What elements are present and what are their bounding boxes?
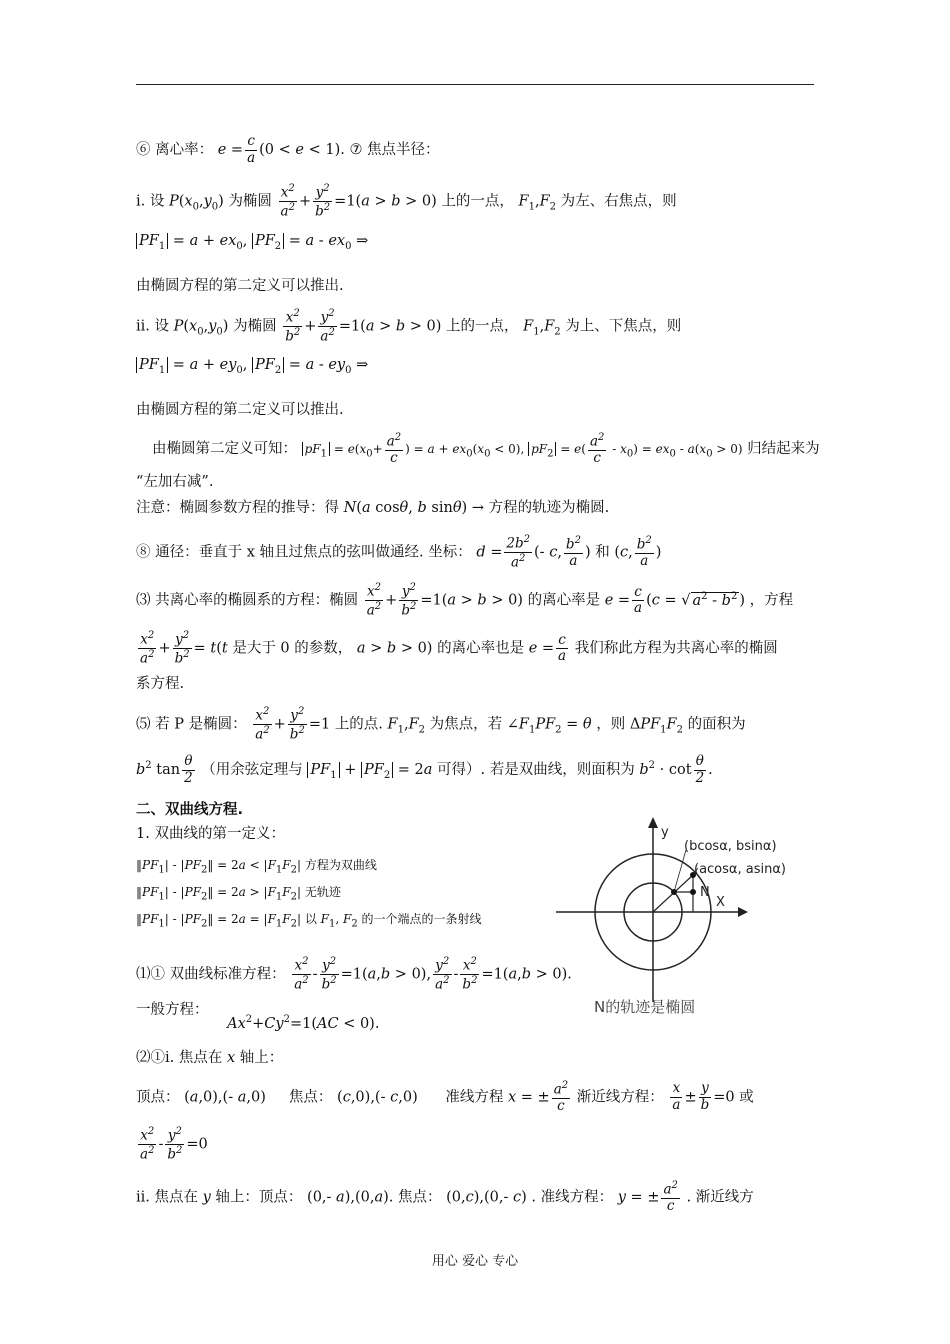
vertex-focus-line: 顶点： (a,0),(- a,0) 焦点： (c,0),(- c,0) 准线方程 x = ± $\frac{a^2}{c}$ 渐近线方程： $\frac{x}{a}$ ± $\frac{y}{b}$ =0 或 [136, 1080, 754, 1115]
text: 为左、右焦点，则 [560, 193, 677, 210]
text-line [136, 402, 344, 419]
point-label-b: (bcosα, bsinα) [684, 839, 777, 854]
text: 的离心率也是 [437, 640, 525, 657]
y-axis-arrow-icon [648, 817, 658, 828]
text: 由椭圆方程的第二定义可以推出. [136, 402, 344, 418]
text: 无轨迹 [304, 885, 341, 899]
text: 注意：椭圆参数方程的推导：得 [136, 500, 339, 516]
text: 由椭圆方程的第二定义可以推出. [136, 278, 344, 294]
text: 上的一点， [446, 318, 519, 335]
parametric-note: 注意：椭圆参数方程的推导：得 N(a cosθ, b sinθ) → 方程的轨迹为椭圆. [136, 500, 610, 516]
text: 上的一点， [441, 193, 514, 210]
text: ⑧ 通径：垂直于 x 轴且过焦点的弦叫做通经. 坐标： [136, 544, 472, 561]
latus-rectum-line: ⑧ 通径：垂直于 x 轴且过焦点的弦叫做通经. 坐标： d = $\frac{2b^2}{a^2}$ (- c, $\frac{b^2}{a}$ ) 和 (c, $\frac{b^2}{a}$ ) [136, 534, 662, 571]
point-label-a: (acosα, asinα) [694, 862, 786, 877]
text: 的一个端点的一条射线 [361, 912, 482, 926]
text: ⑦ 焦点半径： [349, 142, 440, 159]
text: . 渐近线方 [686, 1189, 754, 1206]
text: 为椭圆 [233, 318, 277, 335]
text: 为椭圆 [228, 193, 272, 210]
hyperbola-general-eq: 一般方程： $Ax^2+Cy^2=1(AC < 0)$. [136, 1001, 380, 1032]
text: 方程为双曲线 [304, 858, 377, 872]
focal-triangle-line: ⑸ 若 P 是椭圆： $\frac{x^2}{a^2}$ + $\frac{y^2}{b^2}$ =1 上的点. $F_1,F_2$ 为焦点，若 $\angle F_1PF_2 = \theta$ ，则 $\Delta PF_1F_2$ 的面积为 [136, 706, 746, 743]
text: 为上、下焦点，则 [565, 318, 682, 335]
text: 焦点： [398, 1189, 442, 1206]
text: 1. 双曲线的第一定义： [136, 826, 285, 842]
text: 轴上：顶点： [215, 1189, 303, 1206]
text: i. 设 [136, 193, 165, 210]
text: ，则 [596, 716, 626, 733]
text: 和 [595, 544, 610, 561]
eccentricity-line: ⑥ 离心率： e = $\frac{c}{a}$ (0 < e < 1). ⑦ 焦点半径： [136, 133, 440, 166]
point-n [690, 889, 696, 895]
text-line [136, 278, 344, 295]
text: 准线方程 [445, 1089, 504, 1106]
text: ii. 焦点在 [136, 1189, 198, 1206]
ellipse-parametric-figure [548, 814, 818, 1024]
text: 二、双曲线方程. [136, 802, 244, 818]
text: 一般方程： [136, 1001, 209, 1018]
n-label: N [700, 885, 710, 900]
hyperbola-standard-eq: ⑴① 双曲线标准方程： $\frac{x^2}{a^2}$ - $\frac{y^2}{b^2}$ =1(a,b > 0), $\frac{y^2}{a^2}$ - $\frac{x^2}{b^2}$ =1(a,b > 0). [136, 956, 572, 993]
text: 系方程. [136, 676, 185, 692]
text: 我们称此方程为共离心率的椭圆 [574, 640, 778, 657]
text: ⑴① 双曲线标准方程： [136, 966, 286, 983]
same-eccentricity-line: ⑶ 共离心率的椭圆系的方程：椭圆 $\frac{x^2}{a^2}$ + $\frac{y^2}{b^2}$ =1(a > b > 0) 的离心率是 e = $\frac{c}{a}$ (c = √ $a^2 - b^2$ ) ，方程 [136, 582, 794, 619]
section-heading [136, 802, 243, 819]
hyperbola-def-1: $‖PF_1|$ - $|PF_2‖ = 2a < |F_1F_2|$ 方程为双曲线 [136, 858, 377, 876]
focal-radius-i: i. 设 $P(x_0,y_0)$ 为椭圆 $\frac{x^2}{a^2}$ + $\frac{y^2}{b^2}$ =1(a > b > 0) 上的一点， $F_1,F_2$ 为左、右焦点，则 [136, 183, 677, 220]
focus-x-axis: ⑵①i. 焦点在 x 轴上： [136, 1050, 284, 1066]
area-formula-line: $b^2$ tan $\frac{\theta}{2}$ （用余弦定理与 $PF_1 + PF_2 = 2a$ 可得）. 若是双曲线，则面积为 $b^2 \cdot \cot$ $\frac{\theta}{2}$ . [136, 753, 713, 786]
text: “左加右减”. [136, 474, 214, 490]
text: 焦点： [288, 1089, 333, 1106]
second-definition-line: 由椭圆第二定义可知： $pF_1 = e(x_0+$ $\frac{a^2}{c}$ ) = $a + ex_0(x_0 < 0)$, $pF_2 = e$( $\frac{a^2}{c}$ - $x_0) = ex_0 - a(x_0 > 0)$ 归结起来为 [152, 432, 820, 467]
text: 为焦点，若 [429, 716, 503, 733]
text: 的离心率是 [527, 592, 601, 609]
focal-radius-ii: ii. 设 $P(x_0,y_0)$ 为椭圆 $\frac{x^2}{b^2}$ + $\frac{y^2}{a^2}$ =1(a > b > 0) 上的一点， $F_1,F_2$ 为上、下焦点，则 [136, 308, 682, 345]
text: 或 [739, 1089, 754, 1106]
text: 以 [304, 912, 317, 926]
text: . 准线方程： [531, 1189, 614, 1206]
same-eccentricity-line-2: $\frac{x^2}{a^2}$ + $\frac{y^2}{b^2}$ = t(t 是大于 0 的参数， a > b > 0) 的离心率也是 e = $\frac{c}{a}$ 我们称此方程为共离心率的椭圆 [140, 630, 778, 667]
text-line [136, 826, 285, 843]
focus-y-axis-line: ii. 焦点在 y 轴上：顶点： (0,- a),(0,a). 焦点： (0,c),(0,- c) . 准线方程： y = ± $\frac{a^2}{c}$ . 渐近线方 [136, 1180, 754, 1215]
text: ⑥ 离心率： [136, 142, 214, 159]
text: ii. 设 [136, 318, 169, 335]
text: 方程的轨迹为椭圆. [488, 500, 610, 516]
page-footer: 用心 爱心 专心 [431, 1254, 519, 1269]
formula-pf-x: $PF_1 = a + ex_0$, $PF_2 = a - ex_0$ ⇒ [136, 233, 368, 253]
header-rule [136, 84, 814, 85]
text-line [136, 474, 213, 491]
leader-line-1 [674, 850, 686, 892]
x-axis-arrow-icon [738, 907, 748, 917]
hyperbola-def-3: $‖PF_1|$ - $|PF_2‖ = 2a = |F_1F_2|$ 以 $F_1$, $F_2$ 的一个端点的一条射线 [136, 912, 482, 930]
text: （用余弦定理与 [201, 762, 303, 779]
x-label: X [716, 895, 725, 910]
text: 是大于 0 的参数， [232, 640, 353, 657]
text-line [136, 676, 184, 693]
asymptote-eq: $\frac{x^2}{a^2}$ - $\frac{y^2}{b^2}$ =0 [140, 1126, 208, 1163]
text: 渐近线方程： [576, 1089, 664, 1106]
y-label: y [661, 825, 669, 840]
text: ⑸ 若 P 是椭圆： [136, 716, 247, 733]
text: 轴上： [239, 1050, 284, 1066]
text: 归结起来为 [747, 440, 820, 457]
text: 上的点. [334, 716, 383, 733]
text: ⑵①i. 焦点在 [136, 1050, 223, 1066]
text: 可得）. 若是双曲线，则面积为 [437, 762, 635, 779]
text: ，方程 [749, 592, 794, 609]
hyperbola-def-2: $‖PF_1|$ - $|PF_2‖ = 2a > |F_1F_2|$ 无轨迹 [136, 885, 341, 903]
text: 的面积为 [687, 716, 746, 733]
figure-caption: N的轨迹是椭圆 [594, 998, 696, 1016]
formula-pf-y: $PF_1 = a + ey_0$, $PF_2 = a - ey_0$ ⇒ [136, 357, 368, 377]
text: 顶点： [136, 1089, 180, 1106]
text: ⑶ 共离心率的椭圆系的方程：椭圆 [136, 592, 359, 609]
text: 由椭圆第二定义可知： [152, 440, 297, 457]
